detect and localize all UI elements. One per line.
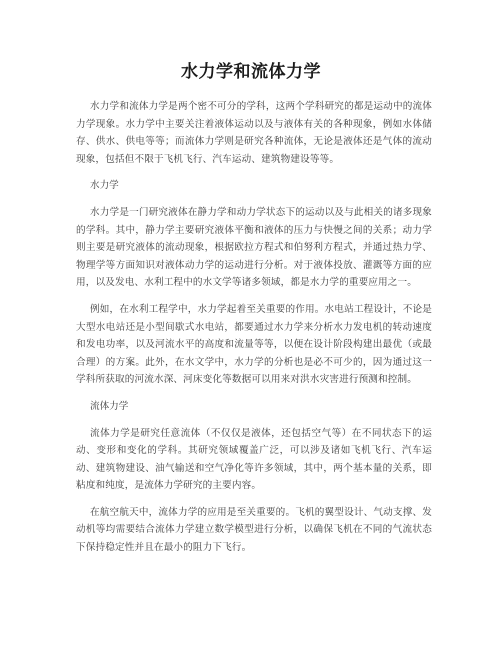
- document-title: 水力学和流体力学: [181, 62, 321, 82]
- paragraph-fluid-mechanics-definition: 流体力学是研究任意流体（不仅仅是液体，还包括空气等）在不同状态下的运动、变形和变化的学科。其研究领域覆盖广泛，可以涉及诸如飞机飞行、汽车运动、建筑物建设、油气输送和空气净化等许多领域，其中，两个基本量的关系，即粘度和纯度，是流体力学研究的主要内容。: [76, 427, 432, 492]
- paragraph-fluid-mechanics-aerospace: 在航空航天中，流体力学的应用是至关重要的。飞机的翼型设计、气动支撑、发动机等均需要结合流体力学建立数学模型进行分析，以确保飞机在不同的气流状态下保持稳定性并且在最小的阻力下飞行。: [76, 506, 432, 554]
- section-heading-hydraulics: 水力学: [90, 180, 119, 192]
- paragraph-hydraulics-definition: 水力学是一门研究液体在静力学和动力学状态下的运动以及与此相关的诸多现象的学科。其中，静力学主要研究液体平衡和液体的压力与快慢之间的关系；动力学则主要是研究液体的流动现象，根据欧拉方程式和伯努利方程式，并通过热力学、物理学等方面知识对液体动力学的运动进行分析。对于液体投放、灌溉等方面的应用，以及发电、水利工程中的水文学等诸多领域，都是水力学的重要应用之一。: [76, 206, 432, 289]
- paragraph-intro: 水力学和流体力学是两个密不可分的学科，这两个学科研究的都是运动中的流体力学现象。水力学中主要关注着液体运动以及与液体有关的各种现象，例如水体储存、供水、供电等等；而流体力学则是研究各种流体，无论是液体还是气体的流动现象，包括但不限于飞机飞行、汽车运动、建筑物建设等等。: [76, 101, 432, 165]
- paragraph-hydraulics-example: 例如，在水利工程学中，水力学起着至关重要的作用。水电站工程设计，不论是大型水电站还是小型间歇式水电站，都要通过水力学来分析水力发电机的转动速度和发电功率，以及河流水平的高度和流量等等，以便在设计阶段构建出最优（或最合理）的方案。此外，在水文学中，水力学的分析也是必不可少的，因为通过这一学科所获取的河流水深、河床变化等数据可以用来对洪水灾害进行预测和控制。: [76, 303, 432, 386]
- document-body: [76, 98, 432, 566]
- section-heading-fluid-mechanics: 流体力学: [90, 400, 129, 412]
